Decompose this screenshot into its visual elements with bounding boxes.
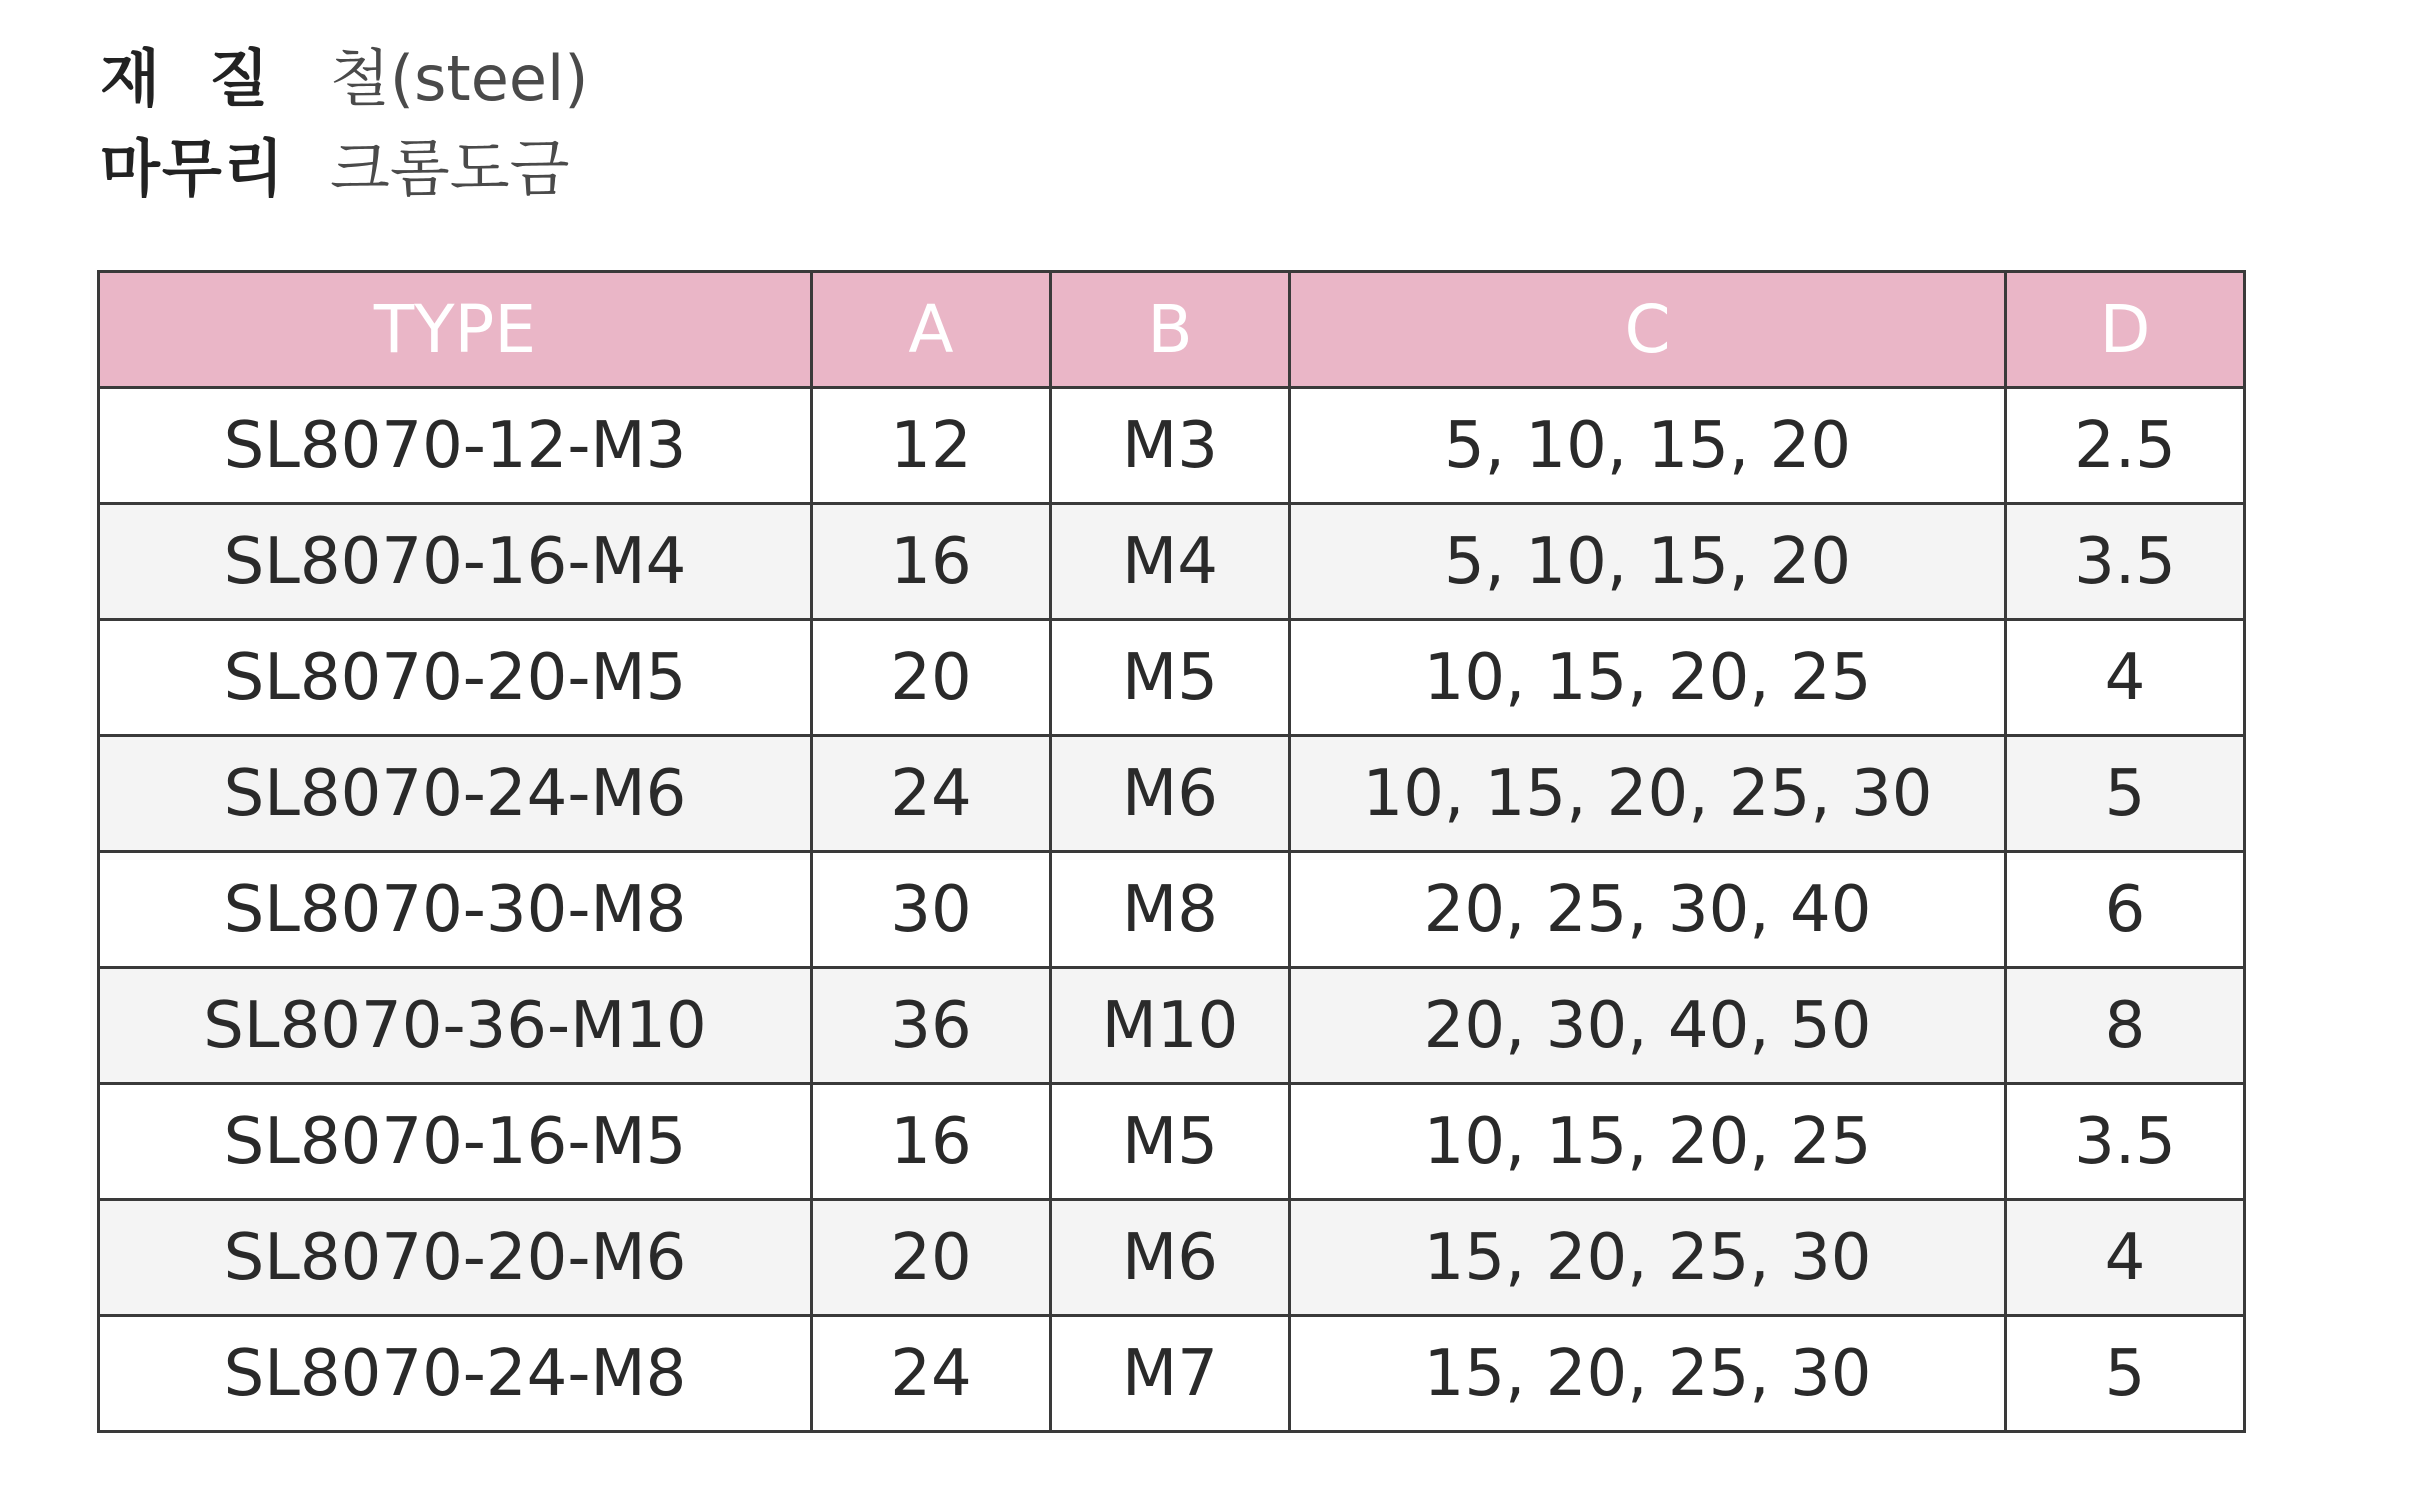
cell-b: M4 (1051, 504, 1290, 620)
cell-b: M6 (1051, 1200, 1290, 1316)
cell-b: M7 (1051, 1316, 1290, 1432)
finish-label: 마무리 (100, 131, 286, 205)
cell-d: 5 (2006, 1316, 2245, 1432)
header-type: TYPE (99, 272, 812, 388)
cell-a: 24 (812, 736, 1051, 852)
material-row (100, 28, 588, 118)
cell-a: 16 (812, 1084, 1051, 1200)
table-row (99, 620, 2245, 736)
cell-d: 5 (2006, 736, 2245, 852)
cell-type: SL8070-20-M5 (99, 620, 812, 736)
cell-d: 6 (2006, 852, 2245, 968)
finish-value: 크롬도금 (330, 131, 570, 205)
cell-b: M6 (1051, 736, 1290, 852)
cell-b: M5 (1051, 620, 1290, 736)
cell-c: 10, 15, 20, 25 (1290, 620, 2006, 736)
cell-type: SL8070-16-M4 (99, 504, 812, 620)
table-row (99, 388, 2245, 504)
cell-type: SL8070-16-M5 (99, 1084, 812, 1200)
material-label: 재 질 (100, 41, 271, 115)
material-value: 철(steel) (330, 41, 589, 115)
cell-c: 5, 10, 15, 20 (1290, 388, 2006, 504)
table-row (99, 1084, 2245, 1200)
cell-type: SL8070-36-M10 (99, 968, 812, 1084)
cell-d: 3.5 (2006, 1084, 2245, 1200)
table-row (99, 736, 2245, 852)
table-row (99, 1200, 2245, 1316)
cell-type: SL8070-30-M8 (99, 852, 812, 968)
header-c: C (1290, 272, 2006, 388)
cell-a: 20 (812, 1200, 1051, 1316)
header-b: B (1051, 272, 1290, 388)
dimension-table (97, 270, 2246, 1433)
cell-a: 20 (812, 620, 1051, 736)
table-row (99, 1316, 2245, 1432)
finish-row (100, 118, 588, 208)
cell-b: M5 (1051, 1084, 1290, 1200)
cell-c: 5, 10, 15, 20 (1290, 504, 2006, 620)
cell-d: 4 (2006, 620, 2245, 736)
cell-c: 10, 15, 20, 25 (1290, 1084, 2006, 1200)
cell-type: SL8070-24-M6 (99, 736, 812, 852)
cell-type: SL8070-24-M8 (99, 1316, 812, 1432)
cell-d: 8 (2006, 968, 2245, 1084)
cell-d: 2.5 (2006, 388, 2245, 504)
table-row (99, 852, 2245, 968)
cell-type: SL8070-12-M3 (99, 388, 812, 504)
cell-a: 16 (812, 504, 1051, 620)
cell-c: 20, 25, 30, 40 (1290, 852, 2006, 968)
cell-b: M8 (1051, 852, 1290, 968)
table-row (99, 968, 2245, 1084)
table-header-row (99, 272, 2245, 388)
cell-d: 4 (2006, 1200, 2245, 1316)
cell-type: SL8070-20-M6 (99, 1200, 812, 1316)
cell-a: 24 (812, 1316, 1051, 1432)
cell-c: 10, 15, 20, 25, 30 (1290, 736, 2006, 852)
cell-b: M10 (1051, 968, 1290, 1084)
spec-block (100, 28, 588, 208)
cell-c: 15, 20, 25, 30 (1290, 1200, 2006, 1316)
cell-b: M3 (1051, 388, 1290, 504)
header-a: A (812, 272, 1051, 388)
header-d: D (2006, 272, 2245, 388)
cell-c: 20, 30, 40, 50 (1290, 968, 2006, 1084)
cell-a: 12 (812, 388, 1051, 504)
cell-c: 15, 20, 25, 30 (1290, 1316, 2006, 1432)
table-row (99, 504, 2245, 620)
cell-a: 36 (812, 968, 1051, 1084)
cell-d: 3.5 (2006, 504, 2245, 620)
cell-a: 30 (812, 852, 1051, 968)
